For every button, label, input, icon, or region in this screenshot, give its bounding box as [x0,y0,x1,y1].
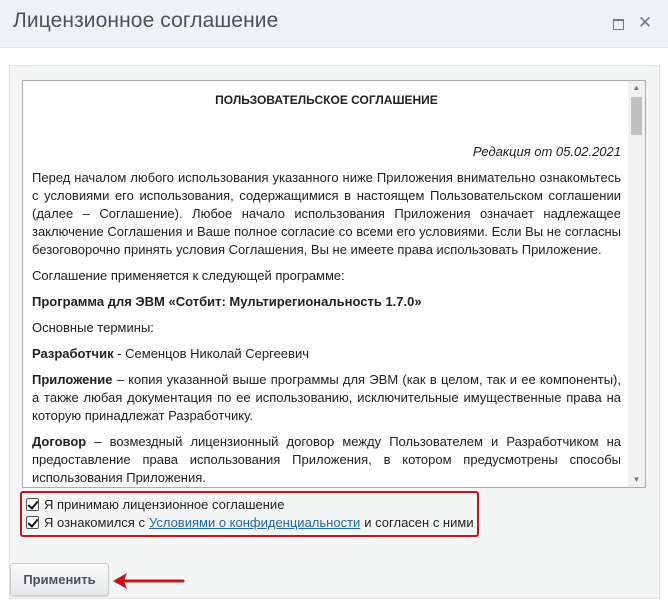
pointer-arrow-icon [110,570,185,592]
program-name: Программа для ЭВМ «Сотбит: Мультирегиональность 1.7.0» [32,294,422,309]
accept-license-checkbox[interactable] [26,498,39,511]
scrollbar[interactable] [628,81,645,487]
license-term [32,433,621,487]
term-name: Приложение [32,372,113,387]
accept-privacy-checkbox[interactable] [26,516,39,529]
term-name: Договор [32,434,87,449]
license-paragraph: Основные термины: [32,320,154,335]
accept-privacy-row[interactable] [26,513,474,531]
license-text-box[interactable] [22,80,646,488]
maximize-icon[interactable] [609,14,627,32]
term-name: Разработчик [32,346,114,361]
license-edition: Редакция от 05.02.2021 [472,144,621,159]
accept-privacy-suffix: и согласен с ними [364,514,474,530]
term-definition: - Семенцов Николай Сергеевич [113,346,309,361]
license-term [32,371,621,425]
dialog-title: Лицензионное соглашение [13,9,279,32]
accept-license-label: Я принимаю лицензионное соглашение [44,496,285,512]
accept-license-row[interactable] [26,495,284,513]
accept-privacy-prefix: Я ознакомился с [44,514,145,530]
license-paragraph: Соглашение применяется к следующей программе: [32,268,345,283]
scroll-thumb[interactable] [631,97,642,135]
term-definition: – копия указанной выше программы для ЭВМ (как в целом, так и ее компоненты), а также любая документация по ее использованию, исключительные имущественные права на которую принадлежат Разработчику. [32,372,621,423]
apply-button[interactable]: Применить [10,563,109,596]
scroll-up-icon[interactable]: ▲ [632,83,641,92]
license-content [32,81,621,487]
license-heading: ПОЛЬЗОВАТЕЛЬСКОЕ СОГЛАШЕНИЕ [215,93,438,107]
close-icon[interactable]: ✕ [637,13,653,32]
scroll-down-icon[interactable]: ▼ [632,475,641,484]
license-program [32,293,621,311]
privacy-terms-link[interactable]: Условиями о конфиденциальности [148,514,361,530]
dialog-header [0,0,668,48]
term-definition: – возмездный лицензионный договор между Пользователем и Разработчиком на предоставление права использования Приложения, в котором предусмотрены способы использования Приложения. [32,434,621,485]
license-paragraph: Перед началом любого использования указанного ниже Приложения внимательно ознакомьтесь с условиями его использования, содержащимися в настоящем Пользовательском соглашении (далее – Соглашение). Любое начало использования Приложения означает надлежащее заключение Соглашения и Ваше полное согласие со всеми его условиями. Если Вы не согласны безоговорочно принять условия Соглашения, Вы не имеете права использовать Приложение. [32,170,621,257]
license-term [32,345,621,363]
